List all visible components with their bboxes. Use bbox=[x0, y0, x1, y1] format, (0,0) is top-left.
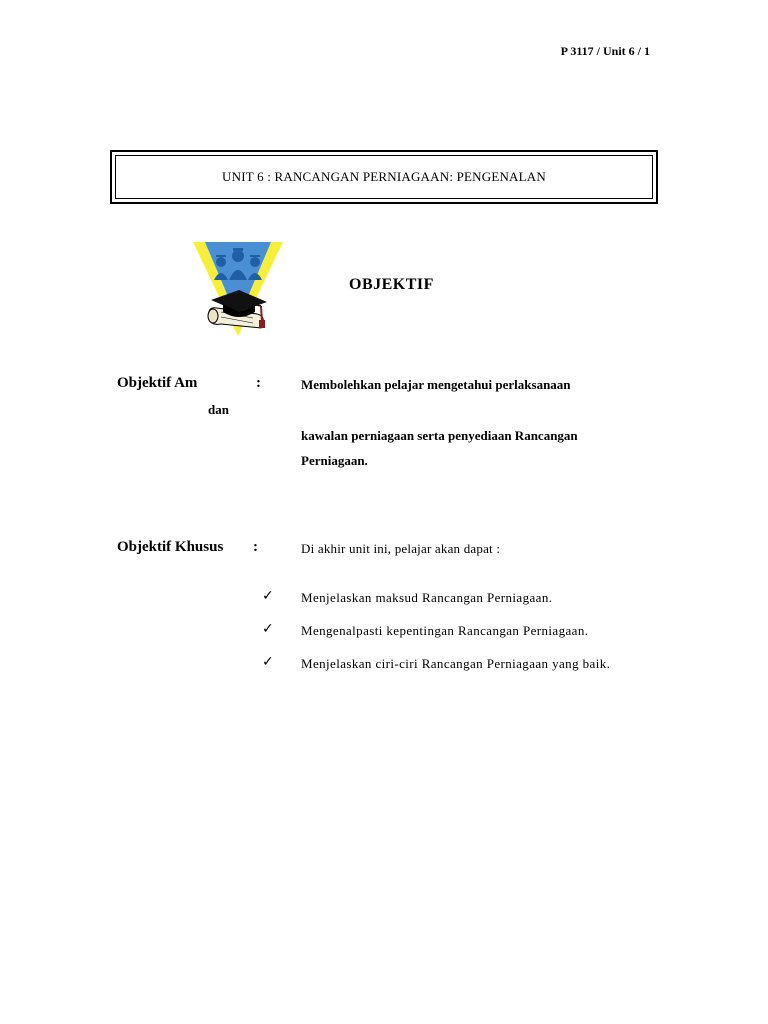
objektif-am-line-2: kawalan perniagaan serta penyediaan Rancangan bbox=[301, 428, 578, 443]
objective-list-item bbox=[262, 590, 682, 610]
objektif-heading: OBJEKTIF bbox=[349, 276, 434, 293]
checkmark-icon: ✓ bbox=[262, 588, 274, 604]
objektif-khusus-colon: : bbox=[253, 539, 258, 555]
objective-list-item bbox=[262, 623, 682, 643]
objektif-am-line-3: Perniagaan. bbox=[301, 453, 368, 468]
graduation-cap-icon bbox=[191, 240, 285, 340]
objektif-am-connector: dan bbox=[208, 402, 229, 417]
objektif-khusus-intro: Di akhir unit ini, pelajar akan dapat : bbox=[301, 541, 501, 556]
unit-title-box bbox=[110, 150, 658, 204]
objektif-am-colon: : bbox=[256, 375, 261, 391]
unit-title: UNIT 6 : RANCANGAN PERNIAGAAN: PENGENALAN bbox=[222, 169, 546, 184]
checkmark-icon: ✓ bbox=[262, 621, 274, 637]
objektif-khusus-label: Objektif Khusus bbox=[117, 539, 224, 555]
unit-title-inner-border bbox=[115, 155, 653, 199]
objektif-am-label: Objektif Am bbox=[117, 375, 198, 391]
objective-text: Menjelaskan ciri-ciri Rancangan Perniagaan yang baik. bbox=[301, 656, 611, 671]
objective-text: Menjelaskan maksud Rancangan Perniagaan. bbox=[301, 590, 553, 605]
objektif-am-line-1: Membolehkan pelajar mengetahui perlaksanaan bbox=[301, 377, 571, 392]
objective-list-item bbox=[262, 656, 682, 676]
page-reference: P 3117 / Unit 6 / 1 bbox=[560, 44, 650, 58]
objective-text: Mengenalpasti kepentingan Rancangan Perniagaan. bbox=[301, 623, 589, 638]
checkmark-icon: ✓ bbox=[262, 654, 274, 670]
